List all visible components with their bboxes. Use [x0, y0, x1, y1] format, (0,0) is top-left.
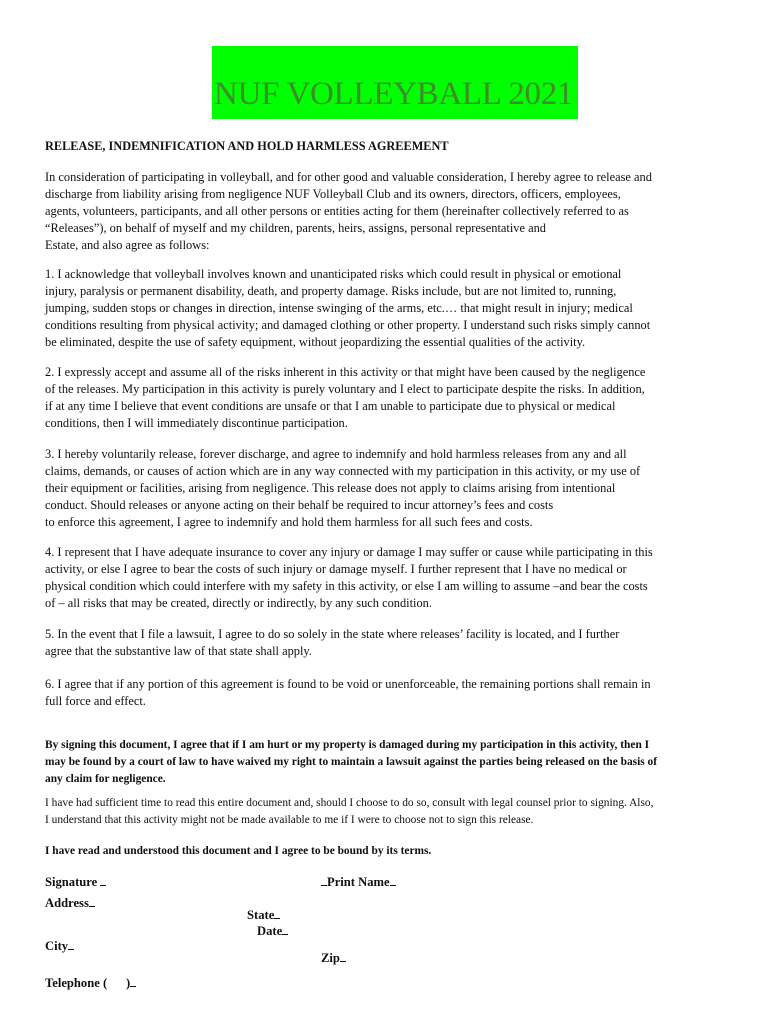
zip-label: Zip [321, 951, 340, 965]
date-field[interactable] [257, 924, 288, 939]
print-name-field[interactable] [321, 875, 396, 890]
text-line: jumping, sudden stops or changes in direction, intense swinging of the arms, etc.… that might result in injury; medical [45, 301, 633, 315]
text-line: discharge from liability arising from negligence NUF Volleyball Club and its owners, directors, officers, employees, [45, 187, 621, 201]
agreement-heading: RELEASE, INDEMNIFICATION AND HOLD HARMLESS AGREEMENT [45, 139, 449, 153]
state-field[interactable] [247, 908, 280, 923]
text-line: I have read and understood this document and I agree to be bound by its terms. [45, 845, 432, 857]
text-line: their equipment or facilities, arising from negligence. This release does not apply to claims arising from intentional [45, 481, 616, 495]
text-line: 6. I agree that if any portion of this agreement is found to be void or unenforceable, the remaining portions shall remain in [45, 677, 651, 691]
text-line: 2. I expressly accept and assume all of the risks inherent in this activity or that might have been caused by the negligence [45, 365, 646, 379]
time-notice [45, 795, 725, 829]
acknowledgement [45, 843, 725, 860]
clause-1 [45, 266, 725, 351]
text-line: conduct. Should releases or anyone acting on their behalf be required to incur attorney’s fees and costs [45, 498, 554, 512]
city-label: City [45, 939, 69, 953]
clause-5 [45, 626, 725, 660]
text-line: agree that the substantive law of that state shall apply. [45, 644, 312, 658]
text-line: to enforce this agreement, I agree to indemnify and hold them harmless for all such fees and costs. [45, 515, 533, 529]
date-label: Date [257, 924, 283, 938]
text-line: By signing this document, I agree that if I am hurt or my property is damaged during my participation in this activity, then I [45, 739, 650, 751]
text-line: any claim for negligence. [45, 773, 166, 785]
text-line: activity, or else I agree to bear the costs of such injury or damage myself. I further represent that I have no medical or [45, 562, 627, 576]
telephone-label: Telephone ( ) [45, 976, 131, 990]
state-label: State [247, 908, 275, 922]
text-line: of – all risks that may be created, directly or indirectly, by any such condition. [45, 596, 432, 610]
signing-notice [45, 737, 725, 788]
text-line: claims, demands, or causes of action which are in any way connected with my participation in this activity, or my use of [45, 464, 641, 478]
clause-2 [45, 364, 725, 432]
address-field[interactable] [45, 896, 95, 911]
text-line: physical condition which could interfere with my safety in this activity, or else I am willing to assume –and bear the costs [45, 579, 648, 593]
text-line: may be found by a court of law to have waived my right to maintain a lawsuit against the parties being released on the basis of [45, 756, 658, 768]
signature-label: Signature [45, 875, 98, 889]
text-line: 1. I acknowledge that volleyball involves known and unanticipated risks which could result in physical or emotional [45, 267, 622, 281]
address-label: Address [45, 896, 89, 910]
text-line: conditions resulting from physical activity; and damaged clothing or other property. I understand such risks simply cannot [45, 318, 651, 332]
clause-3 [45, 446, 725, 531]
text-line: if at any time I believe that event conditions are unsafe or that I am unable to participate due to physical or medical [45, 399, 616, 413]
text-line: I understand that this activity might not be made available to me if I were to choose not to sign this release. [45, 814, 534, 826]
clause-4 [45, 544, 725, 612]
clause-6 [45, 676, 725, 710]
telephone-field[interactable] [45, 976, 136, 991]
text-line: Estate, and also agree as follows: [45, 238, 210, 252]
text-line: of the releases. My participation in this activity is purely voluntary and I elect to participate despite the risks. In addition, [45, 382, 645, 396]
text-line: be eliminated, despite the use of safety equipment, without jeopardizing the essential qualities of the activity. [45, 335, 586, 349]
signature-field[interactable] [45, 875, 106, 890]
text-line: “Releases”), on behalf of myself and my children, parents, heirs, assigns, personal representative and [45, 221, 546, 235]
intro-paragraph [45, 169, 725, 254]
text-line: 3. I hereby voluntarily release, forever discharge, and agree to indemnify and hold harmless releases from any and all [45, 447, 627, 461]
city-field[interactable] [45, 939, 74, 954]
text-line: full force and effect. [45, 694, 146, 708]
text-line: agents, volunteers, participants, and all other persons or entities acting for them (hereinafter collectively referred to as [45, 204, 629, 218]
text-line: 4. I represent that I have adequate insurance to cover any injury or damage I may suffer or cause while participating in this [45, 545, 653, 559]
document-title: NUF VOLLEYBALL 2021 [214, 76, 574, 112]
print-name-label: Print Name [327, 875, 390, 889]
text-line: injury, paralysis or permanent disability, death, and property damage. Risks include, but are not limited to, running, [45, 284, 617, 298]
text-line: 5. In the event that I file a lawsuit, I agree to do so solely in the state where releases’ facility is located, and I further [45, 627, 620, 641]
text-line: conditions, then I will immediately discontinue participation. [45, 416, 348, 430]
zip-field[interactable] [321, 951, 346, 966]
text-line: In consideration of participating in volleyball, and for other good and valuable consideration, I hereby agree to release and [45, 170, 652, 184]
title-banner [212, 46, 578, 119]
text-line: I have had sufficient time to read this entire document and, should I choose to do so, consult with legal counsel prior to signing. Also, [45, 797, 654, 809]
